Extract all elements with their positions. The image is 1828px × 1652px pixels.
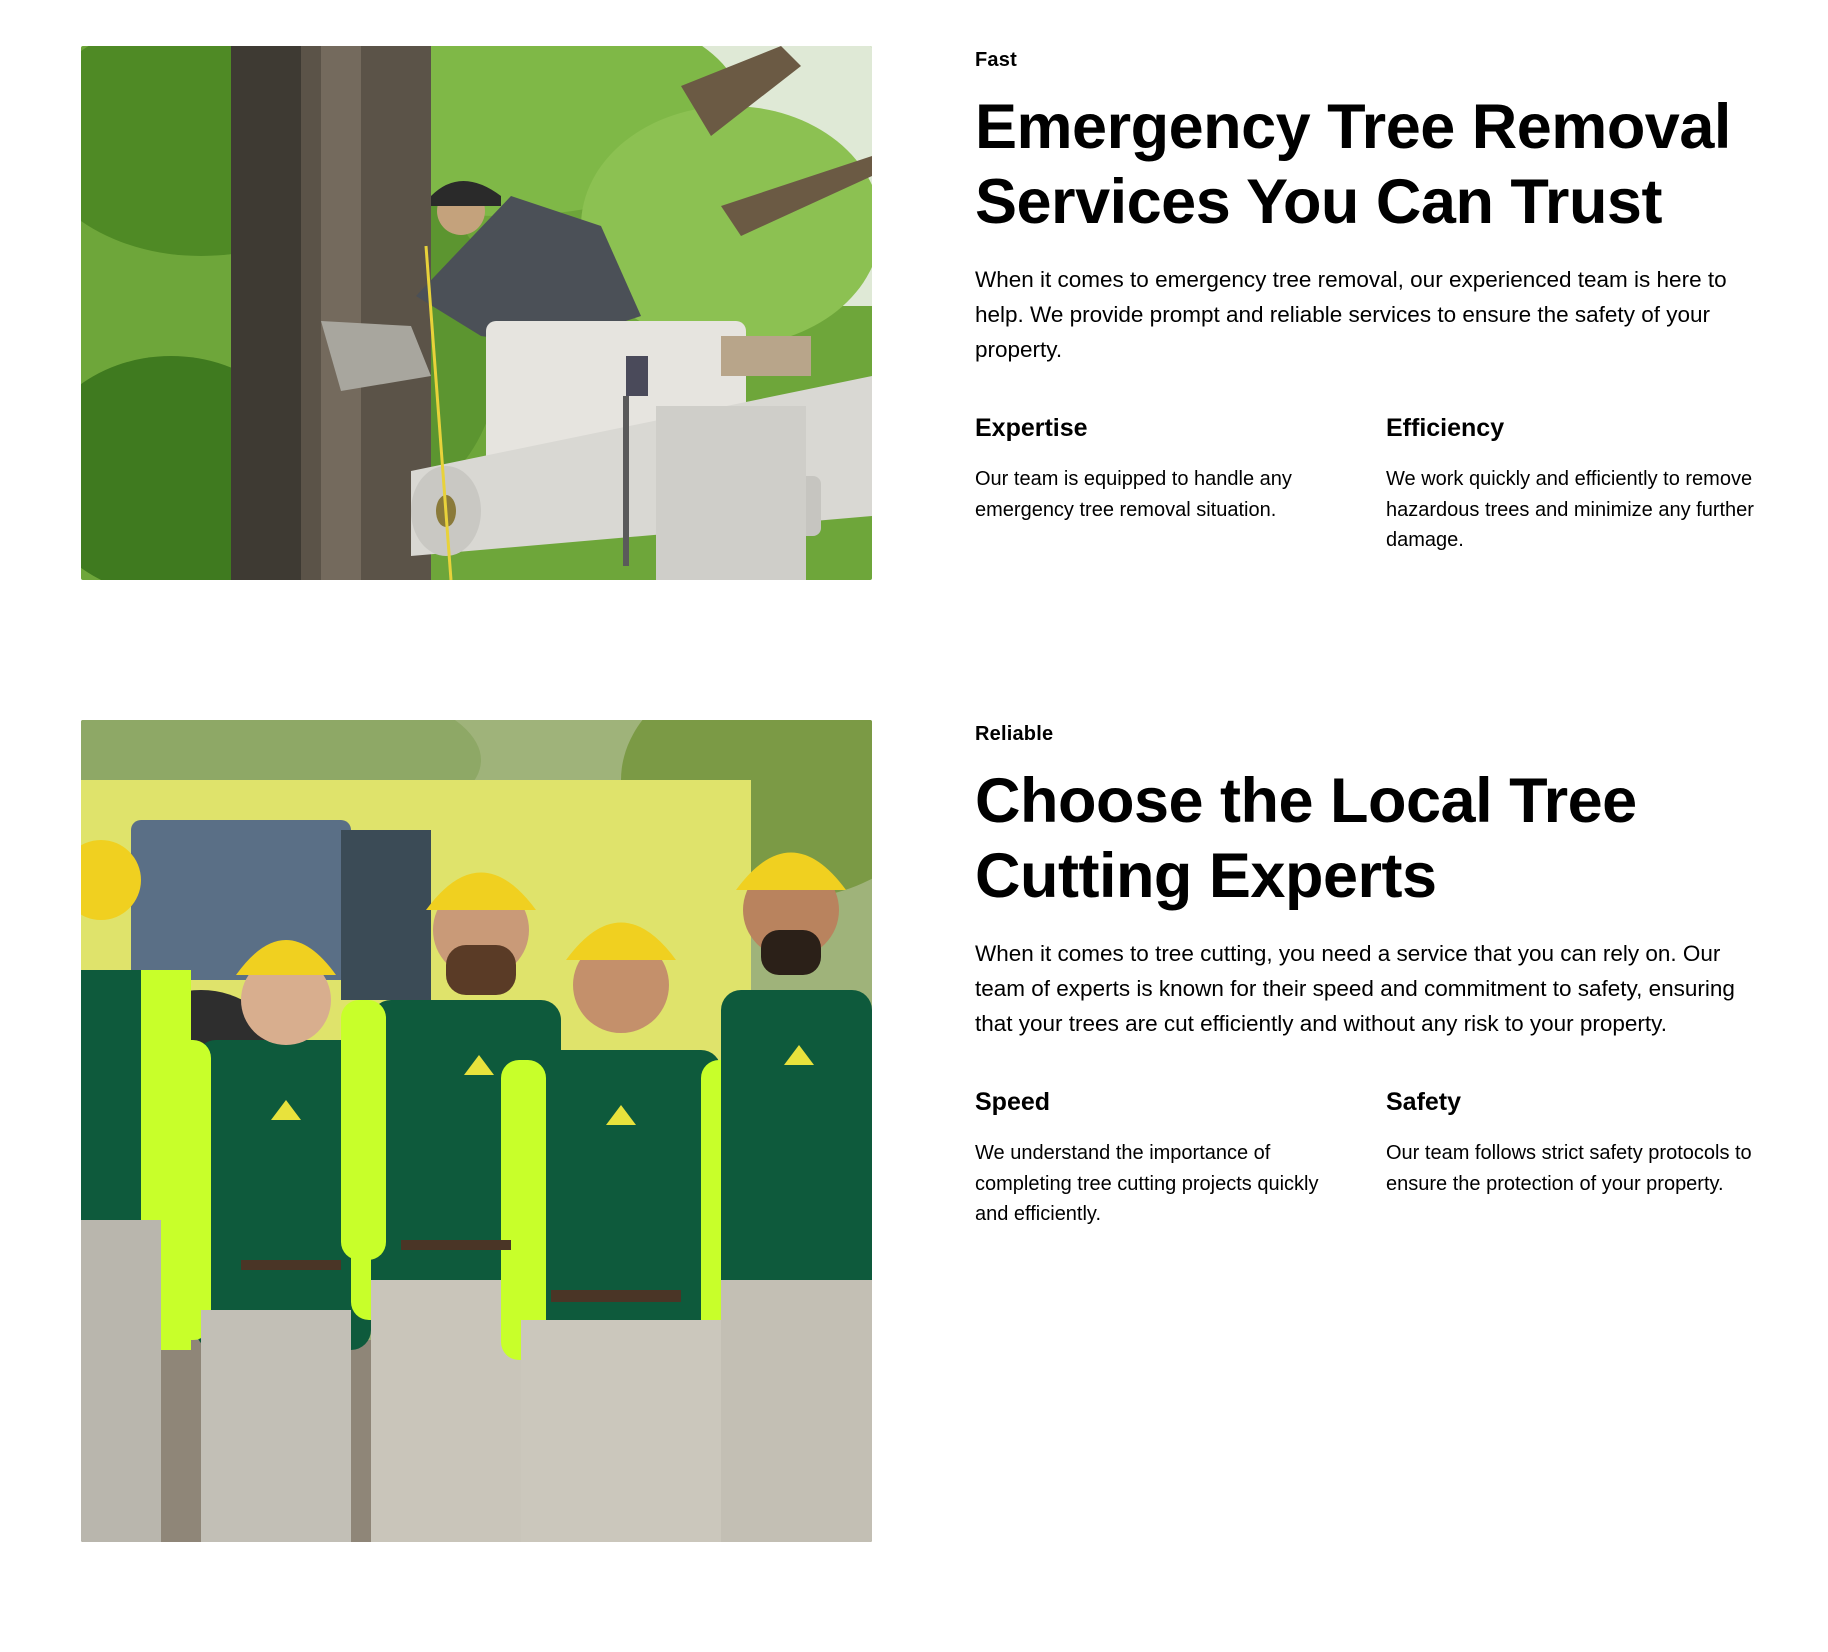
feature-text: Our team is equipped to handle any emergency tree removal situation.	[975, 468, 1292, 521]
feature-title: Safety	[1386, 1088, 1462, 1116]
section-title	[975, 90, 1775, 240]
section-title-line-1: Emergency Tree Removal	[975, 92, 1731, 162]
crew-photo-illustration	[81, 720, 872, 1542]
section-title	[975, 764, 1775, 914]
feature-list	[975, 413, 1775, 556]
arborist-bucket-truck-photo	[81, 46, 872, 580]
local-experts-content	[975, 722, 1775, 1230]
feature-title: Speed	[975, 1088, 1051, 1116]
feature-title: Efficiency	[1386, 414, 1505, 442]
crew-team-photo	[81, 720, 872, 1542]
section-tagline: Reliable	[975, 723, 1054, 745]
arborist-photo-illustration	[81, 46, 872, 580]
feature-safety	[1386, 1087, 1775, 1230]
emergency-removal-content	[975, 48, 1775, 556]
feature-efficiency	[1386, 413, 1775, 556]
feature-speed	[975, 1087, 1386, 1230]
section-title-line-2: Cutting Experts	[975, 841, 1437, 911]
emergency-removal-section	[0, 0, 1828, 640]
feature-list	[975, 1087, 1775, 1230]
local-experts-section	[0, 680, 1828, 1620]
feature-text: We work quickly and efficiently to remove hazardous trees and minimize any further damage.	[1386, 468, 1754, 551]
feature-text: Our team follows strict safety protocols to ensure the protection of your property.	[1386, 1142, 1752, 1195]
section-description: When it comes to tree cutting, you need a service that you can rely on. Our team of experts is known for their speed and commitment to safety, ensuring that your trees are cut efficiently and without any risk to your property.	[975, 941, 1735, 1036]
section-title-line-1: Choose the Local Tree	[975, 766, 1637, 836]
section-description: When it comes to emergency tree removal, our experienced team is here to help. We provide prompt and reliable services to ensure the safety of your property.	[975, 267, 1727, 362]
feature-text: We understand the importance of completing tree cutting projects quickly and efficiently.	[975, 1142, 1319, 1225]
feature-title: Expertise	[975, 414, 1088, 442]
section-title-line-2: Services You Can Trust	[975, 167, 1662, 237]
feature-expertise	[975, 413, 1386, 556]
section-tagline: Fast	[975, 49, 1017, 71]
